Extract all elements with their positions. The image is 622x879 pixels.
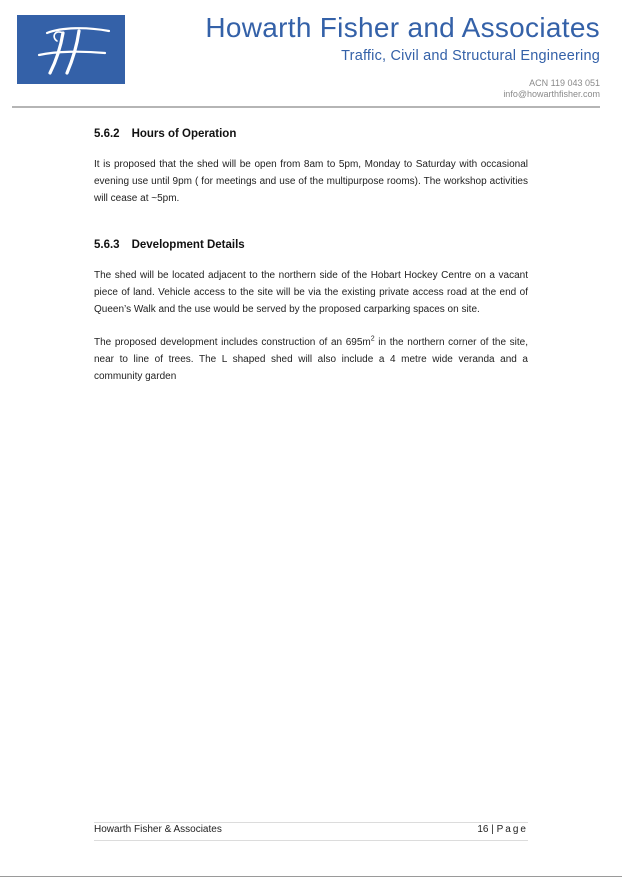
page-edge — [0, 876, 622, 877]
section-heading — [94, 128, 528, 140]
paragraph — [94, 334, 528, 385]
section-number: 5.6.3 — [94, 239, 120, 251]
section-development-details — [94, 239, 528, 251]
superscript: 2 — [370, 335, 375, 343]
paragraph: It is proposed that the shed will be open from 8am to 5pm, Monday to Saturday with occasional evening use until 9pm ( for meetings and use of the multipurpose rooms). The workshop activities will cease at ~5pm. — [94, 159, 528, 204]
footer-company: Howarth Fisher & Associates — [94, 824, 222, 835]
section-title: Development Details — [131, 239, 245, 251]
section-hours-of-operation — [94, 128, 528, 140]
hf-monogram-logo-icon — [17, 15, 125, 84]
footer-divider — [94, 822, 528, 823]
section-number: 5.6.2 — [94, 128, 120, 140]
page-separator: | — [491, 824, 494, 835]
header-divider — [12, 106, 600, 108]
section-body — [94, 267, 528, 318]
page-number: 16 — [477, 824, 489, 835]
company-logo — [17, 15, 125, 84]
footer-page-number — [477, 824, 528, 835]
section-heading — [94, 239, 528, 251]
page-label: Page — [496, 824, 528, 835]
contact-email: info@howarthfisher.com — [503, 89, 600, 99]
company-tagline: Traffic, Civil and Structural Engineering — [341, 48, 600, 64]
section-title: Hours of Operation — [131, 128, 237, 140]
section-body — [94, 156, 528, 207]
acn-number: ACN 119 043 051 — [529, 78, 600, 88]
footer-divider — [94, 840, 528, 841]
paragraph-text: The proposed development includes construction of an 695m — [94, 337, 371, 348]
section-body — [94, 334, 528, 385]
company-name: Howarth Fisher and Associates — [205, 12, 600, 43]
paragraph: The shed will be located adjacent to the northern side of the Hobart Hockey Centre on a vacant piece of land. Vehicle access to the site will be via the existing private access road at the end of Queen’s Walk and the use would be served by the proposed carparking spaces on site. — [94, 270, 528, 315]
paragraph-text: in the northern corner of the site, near to line of trees. The L shaped shed will also include a 4 metre wide veranda and a community garden — [94, 337, 528, 382]
